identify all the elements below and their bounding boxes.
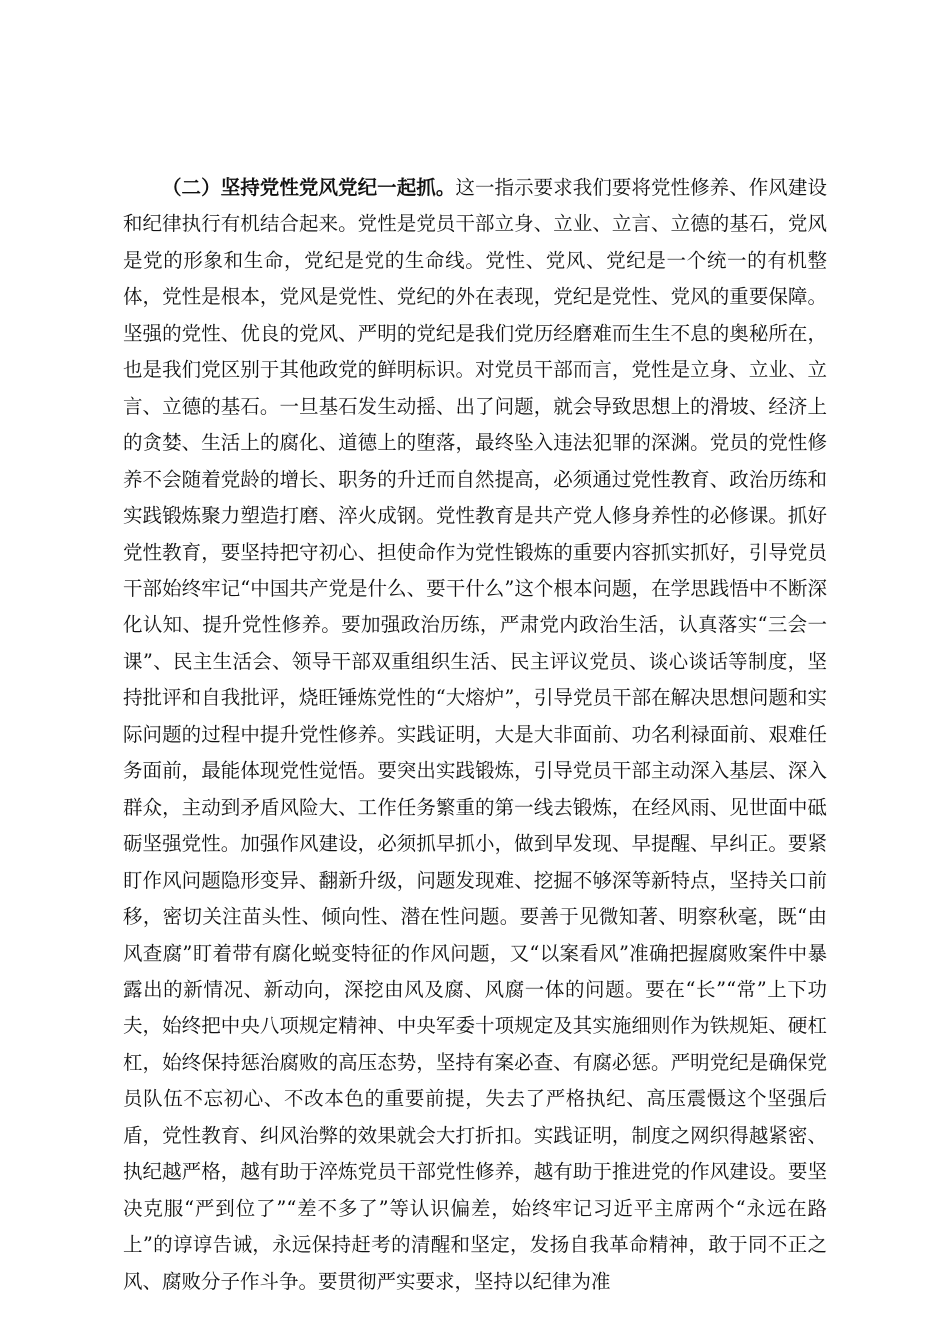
paragraph-text: 这一指示要求我们要将党性修养、作风建设和纪律执行有机结合起来。党性是党员干部立身、立业、立言、立德的基石，党风是党的形象和生命，党纪是党的生命线。党性、党风、党纪是一个统一的有机整体，党性是根本，党风是党性、党纪的外在表现，党纪是党性、党风的重要保障。坚强的党性、优良的党风、严明的党纪是我们党历经磨难而生生不息的奥秘所在，也是我们党区别于其他政党的鲜明标识。对党员干部而言，党性是立身、立业、立言、立德的基石。一旦基石发生动摇、出了问题，就会导致思想上的滑坡、经济上的贪婪、生活上的腐化、道德上的堕落，最终坠入违法犯罪的深渊。党员的党性修养不会随着党龄的增长、职务的升迁而自然提高，必须通过党性教育、政治历练和实践锻炼聚力塑造打磨、淬火成钢。党性教育是共产党人修身养性的必修课。抓好党性教育，要坚持把守初心、担使命作为党性锻炼的重要内容抓实抓好，引导党员干部始终牢记“中国共产党是什么、要干什么”这个根本问题，在学思践悟中不断深化认知、提升党性修养。要加强政治历练，严肃党内政治生活，认真落实“三会一课”、民主生活会、领导干部双重组织生活、民主评议党员、谈心谈话等制度，坚持批评和自我批评，烧旺锤炼党性的“大熔炉”，引导党员干部在解决思想问题和实际问题的过程中提升党性修养。实践证明，大是大非面前、功名利禄面前、艰难任务面前，最能体现党性觉悟。要突出实践锻炼，引导党员干部主动深入基层、深入群众，主动到矛盾风险大、工作任务繁重的第一线去锻炼，在经风雨、见世面中砥砺坚强党性。加强作风建设，必须抓早抓小，做到早发现、早提醒、早纠正。要紧盯作风问题隐形变异、翻新升级，问题发现难、挖掘不够深等新特点，坚持关口前移，密切关注苗头性、倾向性、潜在性问题。要善于见微知著、明察秋毫，既“由风查腐”盯着带有腐化蜕变特征的作风问题，又“以案看风”准确把握腐败案件中暴露出的新情况、新动向，深挖由风及腐、风腐一体的问题。要在“长”“常”上下功夫，始终把中央八项规定精神、中央军委十项规定及其实施细则作为铁规矩、硬杠杠，始终保持惩治腐败的高压态势，坚持有案必查、有腐必惩。严明党纪是确保党员队伍不忘初心、不改本色的重要前提，失去了严格执纪、高压震慑这个坚强后盾，党性教育、纠风治弊的效果就会大打折扣。实践证明，制度之网织得越紧密、执纪越严格，越有助于淬炼党员干部党性修养，越有助于推进党的作风建设。要坚决克服“严到位了”“差不多了”等认识偏差，始终牢记习近平主席两个“永远在路上”的谆谆告诫，永远保持赶考的清醒和坚定，发扬自我革命精神，敢于同不正之风、腐败分子作斗争。要贯彻严实要求，坚持以纪律为准 — [123, 176, 827, 1293]
section-heading: （二）坚持党性党风党纪一起抓。 — [162, 176, 456, 199]
body-paragraph — [123, 170, 827, 1300]
